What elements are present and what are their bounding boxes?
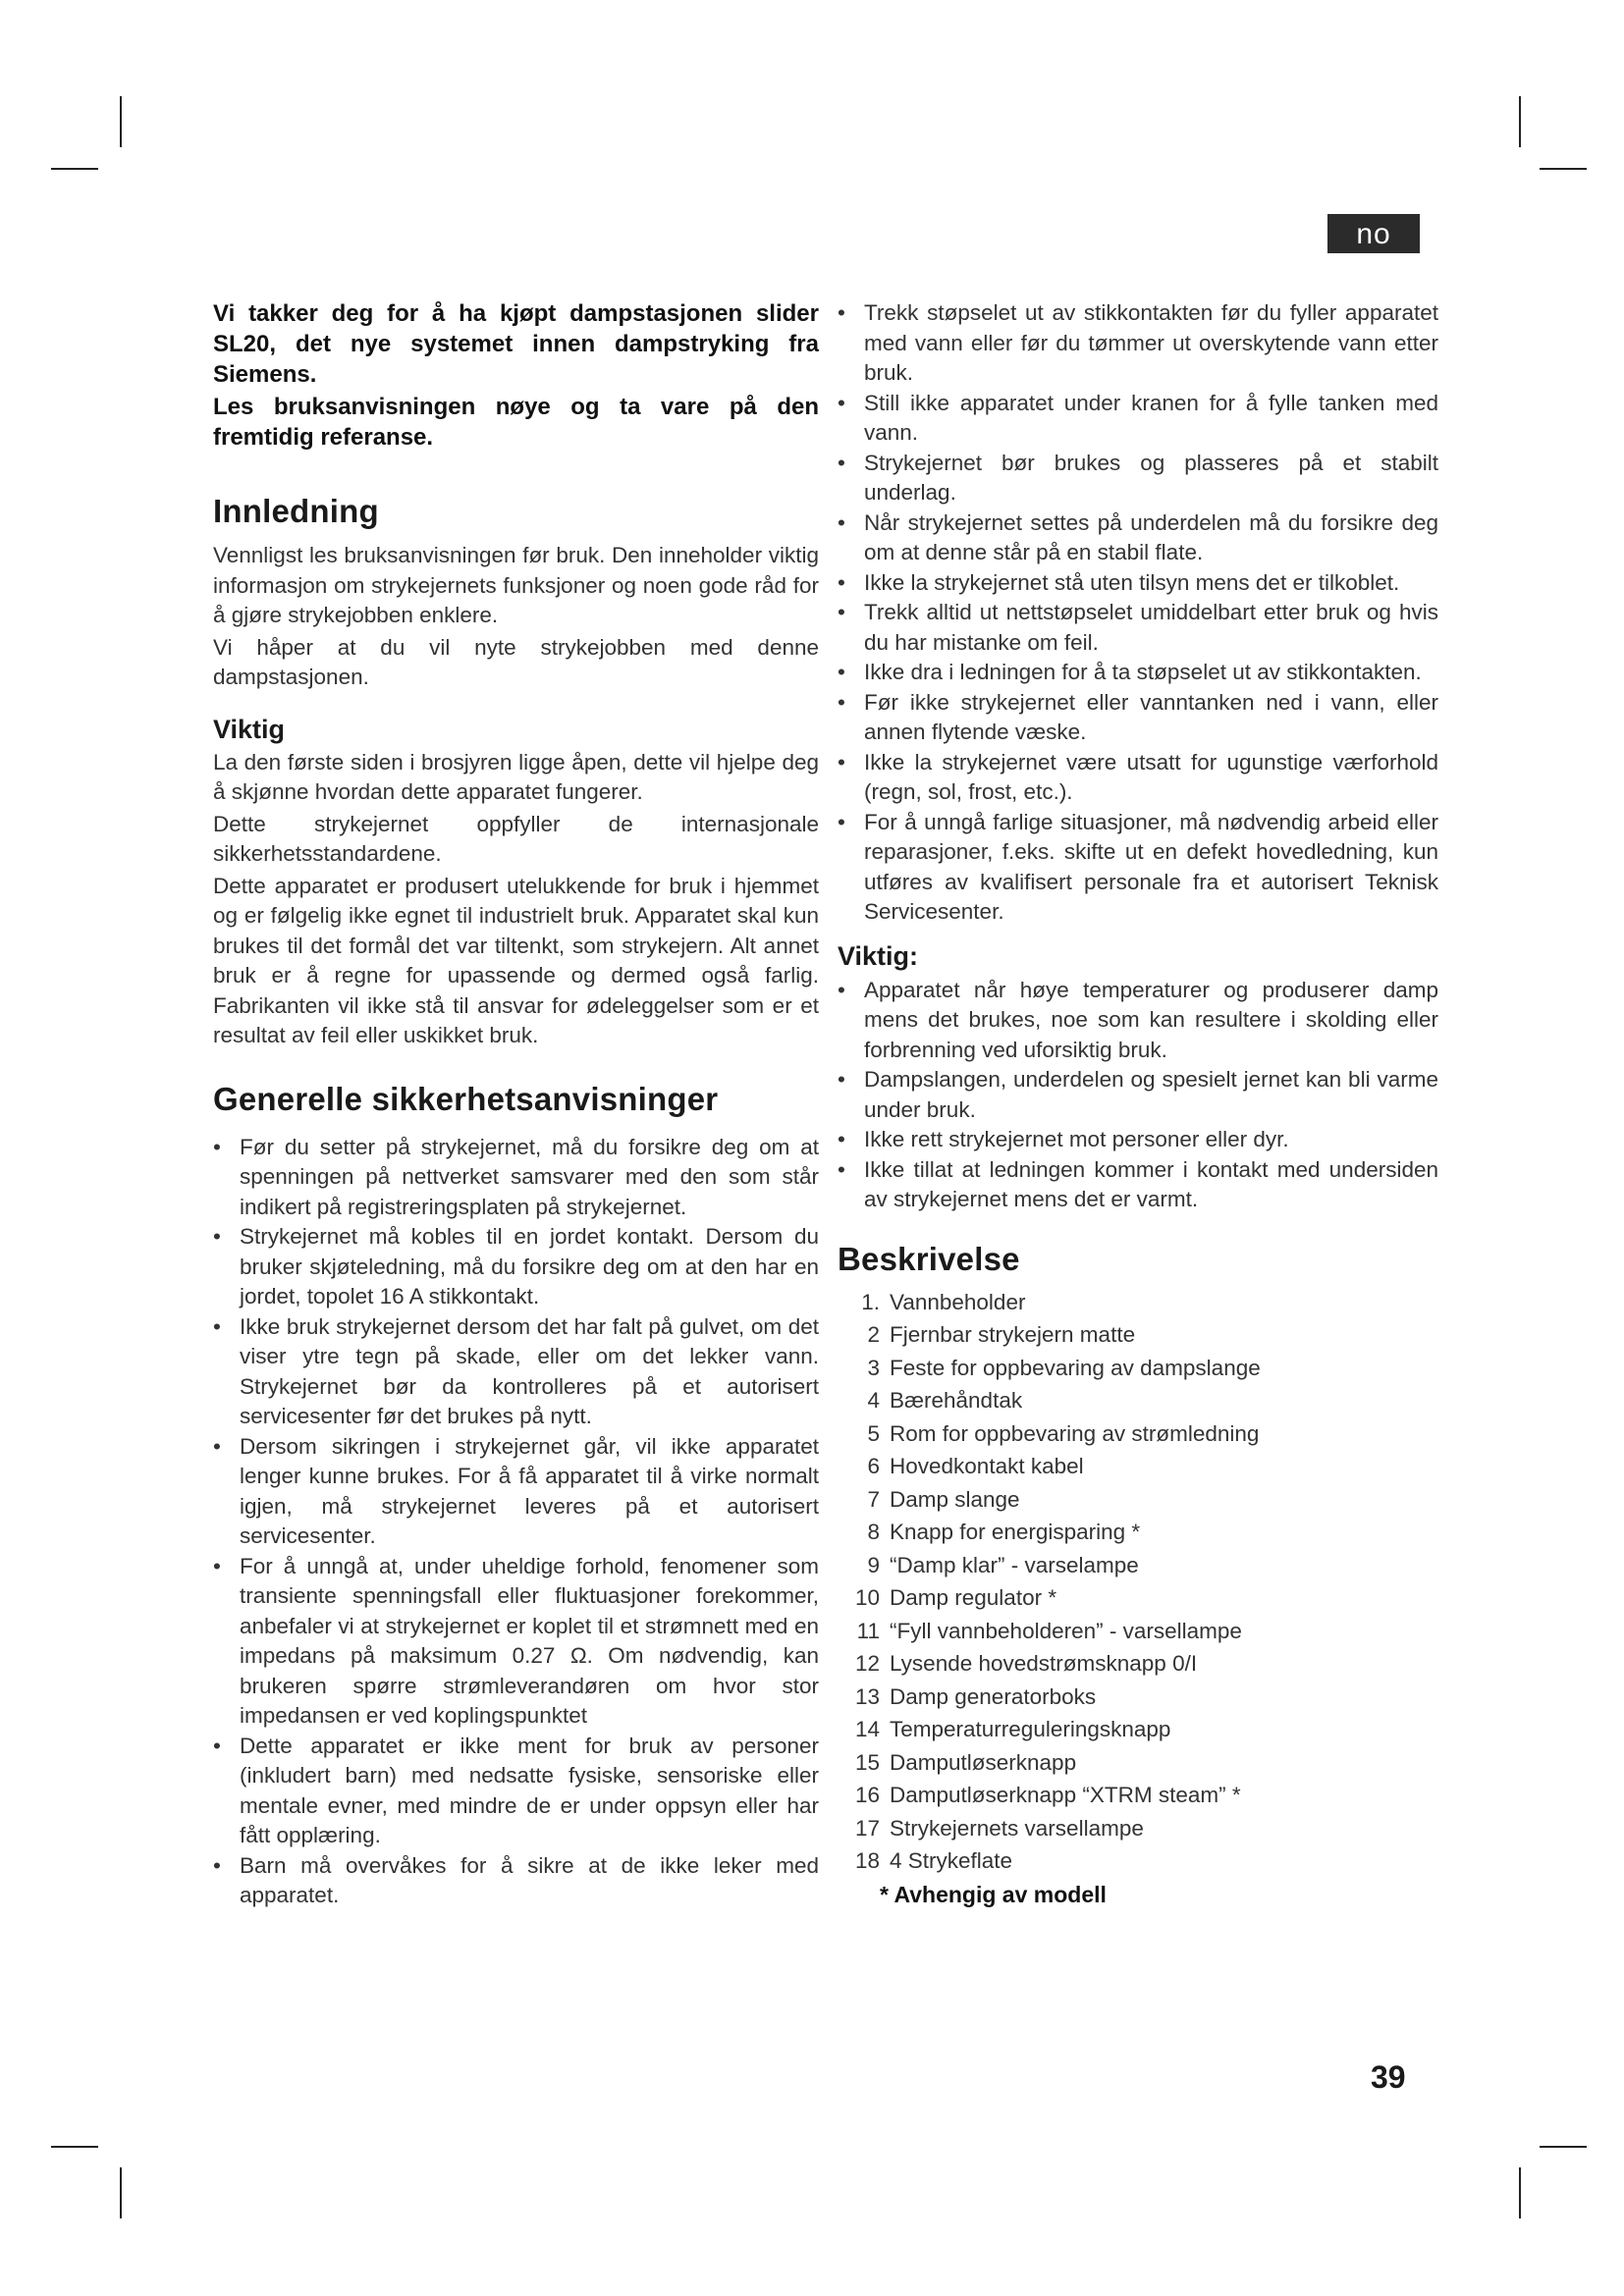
model-footnote: * Avhengig av modell	[880, 1881, 1107, 1907]
list-item: • Ikke rett strykejernet mot personer eller dyr.	[838, 1127, 1289, 1151]
list-item: 10 Damp regulator *	[854, 1585, 1057, 1610]
list-item: 13 Damp generatorboks	[854, 1683, 1097, 1709]
crop-mark	[120, 96, 122, 147]
crop-mark	[120, 2167, 122, 2218]
list-item: 6 Hovedkontakt kabel	[867, 1454, 1084, 1478]
heading-viktig: Viktig	[213, 714, 286, 744]
crop-mark	[1519, 96, 1521, 147]
list-item: 5 Rom for oppbevaring av strømledning	[867, 1420, 1260, 1446]
list-item: 2 Fjernbar strykejern matte	[867, 1322, 1136, 1347]
list-item: • Dersom sikringen i strykejernet går, vil ikke apparatet lenger kunne brukes. For å få apparatet til å virke normalt igjen, må strykejernet leveres på et autorisert servicesenter.	[213, 1433, 819, 1548]
list-item: 3 Feste for oppbevaring av dampslange	[867, 1355, 1261, 1380]
list-item: • Ikke tillat at ledningen kommer i kontakt med undersiden av strykejernet mens det er varmt.	[838, 1156, 1438, 1211]
crop-mark	[1519, 2167, 1521, 2218]
list-item: • Trekk alltid ut nettstøpselet umiddelbart etter bruk og hvis du har mistanke om feil.	[838, 600, 1438, 655]
page-number: 39	[1371, 2059, 1406, 2095]
heading-beskrivelse: Beskrivelse	[838, 1240, 1020, 1277]
list-item: 7 Damp slange	[867, 1486, 1020, 1512]
list-item: 9 “Damp klar” - varselampe	[867, 1552, 1139, 1577]
list-item: • Ikke la strykejernet være utsatt for ugunstige værforhold (regn, sol, frost, etc.).	[838, 749, 1438, 804]
list-item: • For å unngå farlige situasjoner, må nødvendig arbeid eller reparasjoner, f.eks. skifte ut en defekt hovedledning, kun utføres av kvalifisert personale fra et autorisert Teknisk Servicesenter.	[838, 809, 1438, 924]
list-item: 11 “Fyll vannbeholderen” - varsellampe	[856, 1618, 1242, 1643]
list-item: • Barn må overvåkes for å sikre at de ikke leker med apparatet.	[213, 1852, 819, 1907]
viktig-paragraph: Dette apparatet er produsert utelukkende for bruk i hjemmet og er følgelig ikke egnet til industrielt bruk. Apparatet skal kun brukes til det formål det var tiltenkt, som strykejern. Alt annet bruk er å regne for upassende og dermed også farlig. Fabrikanten vil ikke stå til ansvar for ødeleggelser som er et resultat av feil eller uskikket bruk.	[213, 873, 819, 1047]
heading-generelle: Generelle sikkerhetsanvisninger	[213, 1080, 719, 1117]
list-item: • Ikke bruk strykejernet dersom det har falt på gulvet, om det viser ytre tegn på skade, eller om det lekker vann. Strykejernet bør da kontrolleres på et autorisert servicesenter før det brukes på nytt.	[213, 1313, 819, 1428]
list-item: • Still ikke apparatet under kranen for å fylle tanken med vann.	[838, 390, 1438, 445]
list-item: 14 Temperaturreguleringsknapp	[854, 1717, 1171, 1741]
list-item: • Apparatet når høye temperaturer og produserer damp mens det brukes, noe som kan resultere i skolding eller forbrenning ved uforsiktig bruk.	[838, 977, 1438, 1062]
innledning-paragraph: Vennligst les bruksanvisningen før bruk. Den inneholder viktig informasjon om strykejernets funksjoner og noen gode råd for å gjøre strykejobben enklere.	[213, 543, 819, 627]
list-item: 8 Knapp for energisparing *	[867, 1520, 1141, 1544]
list-item: 12 Lysende hovedstrømsknapp 0/I	[854, 1651, 1198, 1676]
crop-mark	[1540, 168, 1587, 170]
intro-thanks: Vi takker deg for å ha kjøpt dampstasjonen slider SL20, det nye systemet innen dampstryking fra Siemens.	[213, 300, 819, 388]
crop-mark	[51, 168, 98, 170]
crop-mark	[1540, 2146, 1587, 2148]
language-tab: no	[1327, 214, 1420, 253]
list-item: • Trekk støpselet ut av stikkontakten før du fyller apparatet med vann eller før du tømmer ut overskytende vann etter bruk.	[838, 300, 1438, 385]
list-item: • Dampslangen, underdelen og spesielt jernet kan bli varme under bruk.	[838, 1067, 1438, 1122]
heading-innledning: Innledning	[213, 493, 379, 529]
innledning-paragraph: Vi håper at du vil nyte strykejobben med denne dampstasjonen.	[213, 634, 819, 689]
parts-list	[838, 1286, 1438, 1878]
viktig-list	[838, 976, 1438, 1215]
list-item: • Ikke la strykejernet stå uten tilsyn mens det er tilkoblet.	[838, 569, 1400, 595]
list-item: 4 Bærehåndtak	[867, 1388, 1023, 1413]
list-item: 15 Damputløserknapp	[854, 1749, 1077, 1775]
list-item: • Dette apparatet er ikke ment for bruk av personer (inkludert barn) med nedsatte fysiske, sensoriske eller mentale evner, med mindre de er under oppsyn eller har fått opplæring.	[213, 1733, 819, 1847]
viktig-paragraph: La den første siden i brosjyren ligge åpen, dette vil hjelpe deg å skjønne hvordan dette apparatet fungerer.	[213, 749, 819, 804]
right-column	[838, 298, 1438, 1911]
list-item: 1. Vannbeholder	[861, 1289, 1026, 1314]
list-item: 16 Damputløserknapp “XTRM steam” *	[854, 1783, 1241, 1807]
left-column	[213, 298, 819, 1911]
safety-list-continued	[838, 298, 1438, 928]
list-item: • Ikke dra i ledningen for å ta støpselet ut av stikkontakten.	[838, 660, 1422, 684]
list-item: 18 4 Strykeflate	[854, 1848, 1013, 1873]
list-item: • Før du setter på strykejernet, må du forsikre deg om at spenningen på nettverket samsvarer med den som står indikert på registreringsplaten på strykejernet.	[213, 1134, 819, 1219]
list-item: • Strykejernet må kobles til en jordet kontakt. Dersom du bruker skjøteledning, må du forsikre deg om at den har en jordet, topolet 16 A stikkontakt.	[213, 1224, 819, 1308]
intro-read: Les bruksanvisningen nøye og ta vare på den fremtidig referanse.	[213, 394, 819, 451]
heading-viktig-2: Viktig:	[838, 940, 919, 971]
safety-list	[213, 1133, 819, 1911]
list-item: • Når strykejernet settes på underdelen må du forsikre deg om at denne står på en stabil flate.	[838, 509, 1438, 564]
list-item: • Før ikke strykejernet eller vanntanken ned i vann, eller annen flytende væske.	[838, 689, 1438, 744]
list-item: • For å unngå at, under uheldige forhold, fenomener som transiente spenningsfall eller fluktuasjoner forekommer, anbefaler vi at strykejernet er koplet til et strømnett med en impedans på maksimum 0.27 Ω. Om nødvendig, kan brukeren spørre strømleverandøren om hvor stor impedansen er ved koplingspunktet	[213, 1553, 819, 1728]
list-item: • Strykejernet bør brukes og plasseres på et stabilt underlag.	[838, 450, 1438, 505]
viktig-paragraph: Dette strykejernet oppfyller de internasjonale sikkerhetsstandardene.	[213, 811, 819, 866]
list-item: 17 Strykejernets varsellampe	[854, 1815, 1144, 1841]
crop-mark	[51, 2146, 98, 2148]
